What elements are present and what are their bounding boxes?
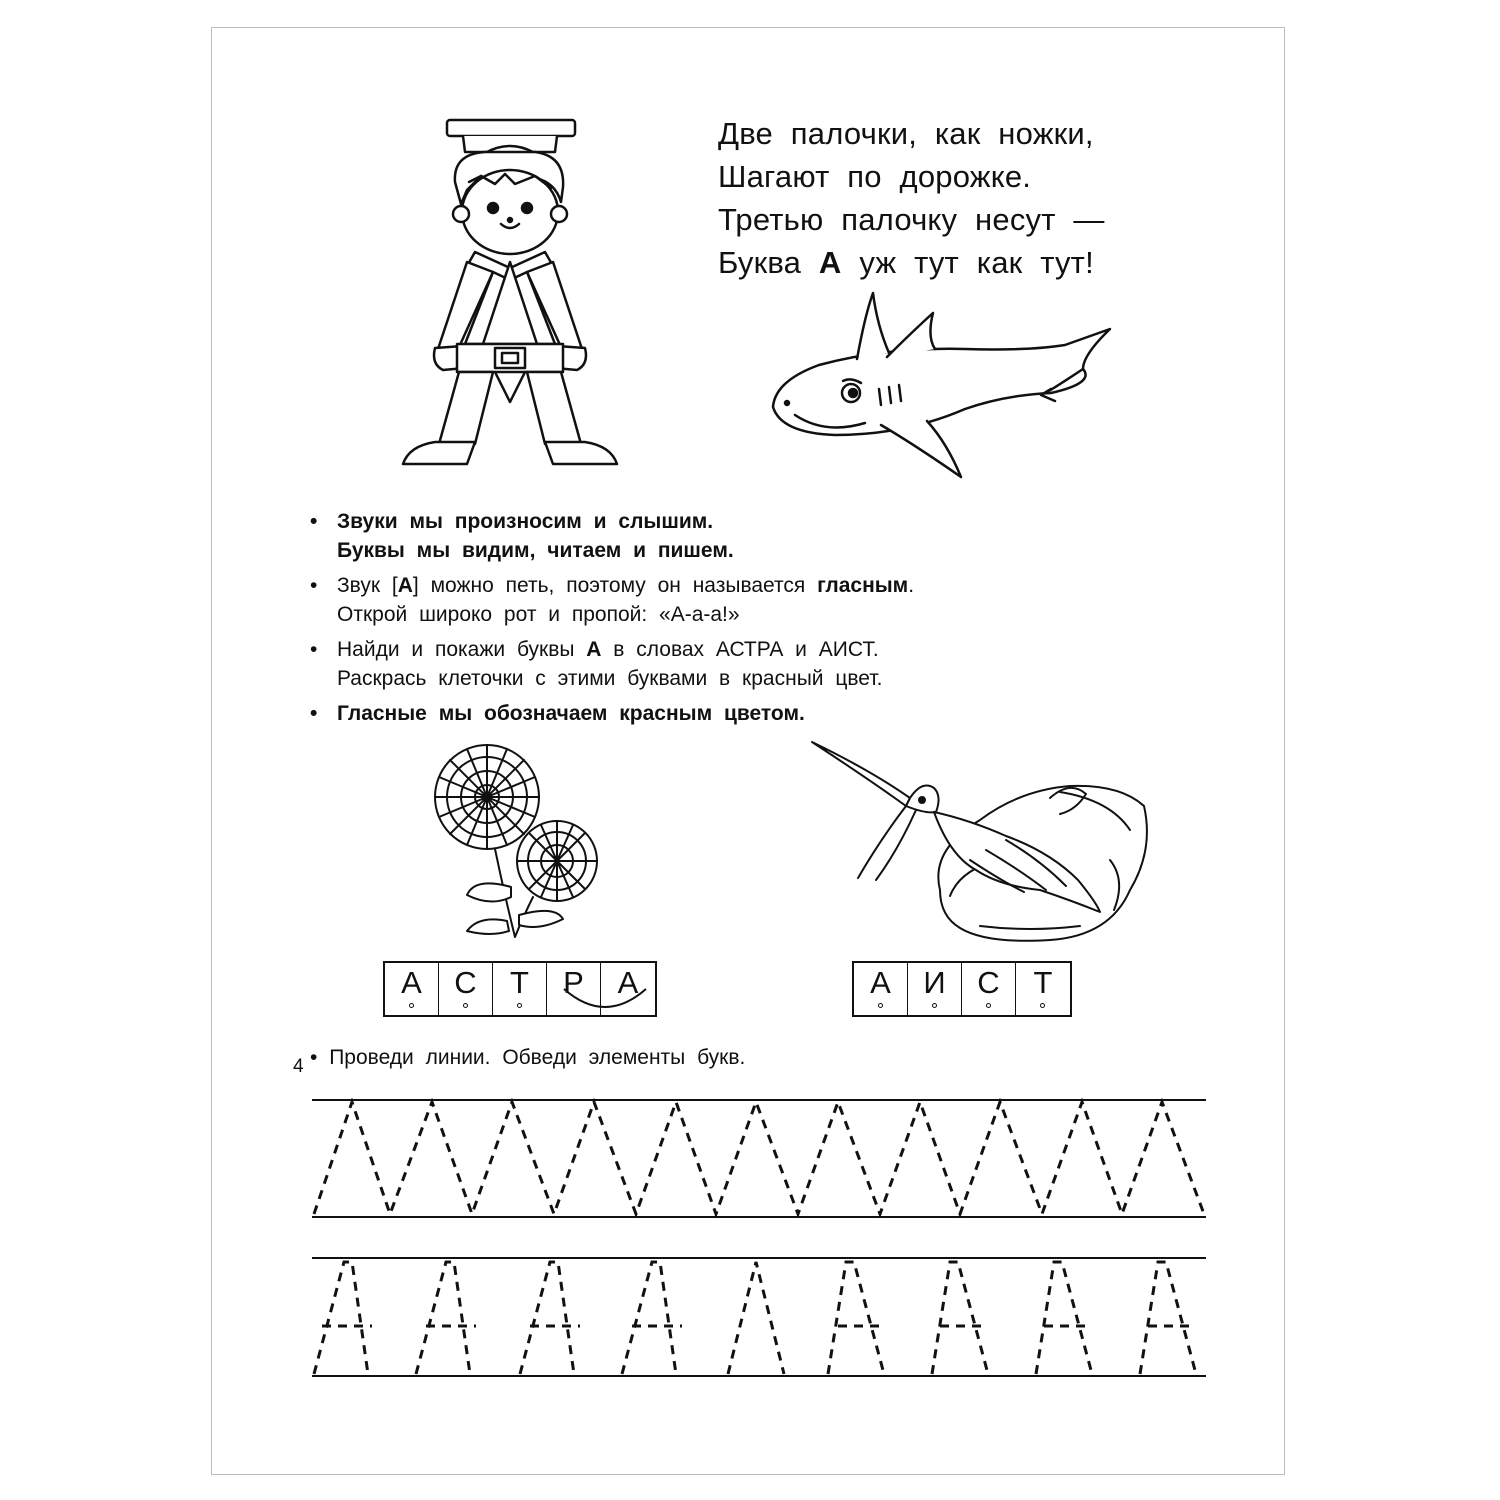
vowel-mark — [932, 1003, 937, 1008]
poem — [718, 112, 1105, 284]
poem-line-3: Третью палочку несут — — [718, 202, 1105, 237]
letter-cell[interactable]: Р — [547, 963, 601, 1015]
letter-cell[interactable]: С — [439, 963, 493, 1015]
rules-list — [310, 507, 914, 734]
letter-cell[interactable]: И — [908, 963, 962, 1015]
letter-cell[interactable]: А — [385, 963, 439, 1015]
letter-cell[interactable]: С — [962, 963, 1016, 1015]
poem-line-2: Шагают по дорожке. — [718, 159, 1032, 194]
page-number: 4 — [293, 1056, 304, 1077]
vowel-mark — [463, 1003, 468, 1008]
shark-illustration — [765, 285, 1115, 485]
rule-find-letters: • Найди и покажи буквы А в словах АСТРА и АИСТ. Раскрась клеточки с этими буквами в красный цвет. — [310, 638, 883, 690]
aster-flower-illustration — [415, 737, 615, 942]
syllable-arc-icon — [560, 985, 650, 1015]
rule-vowels-red: • Гласные мы обозначаем красным цветом. — [310, 702, 805, 725]
letter-cell[interactable]: А — [617, 965, 639, 1000]
rule-vowel-sound: • Звук [А] можно петь, поэтому он называется гласным. Открой широко рот и пропой: «А-а-а!» — [310, 574, 915, 626]
vowel-mark — [517, 1003, 522, 1008]
poem-line-4: Буква А уж тут как тут! — [718, 245, 1094, 280]
vowel-mark — [986, 1003, 991, 1008]
tracing-worksheet[interactable] — [300, 1090, 1220, 1400]
letter-cell[interactable]: Т — [1016, 963, 1070, 1015]
letter-cell[interactable]: Т — [493, 963, 547, 1015]
letter-a-boy-illustration — [395, 112, 635, 472]
rule-sounds-letters: • Звуки мы произносим и слышим. Буквы мы видим, читаем и пишем. — [310, 510, 734, 562]
poem-letter-a: А — [818, 245, 842, 280]
letter-cell[interactable]: А — [854, 963, 908, 1015]
vowel-mark — [1040, 1003, 1045, 1008]
stork-illustration — [810, 740, 1150, 945]
word-boxes-aist — [852, 961, 1072, 1017]
tracing-instruction: • Проведи линии. Обведи элементы букв. — [310, 1046, 746, 1069]
vowel-mark — [878, 1003, 883, 1008]
vowel-mark — [409, 1003, 414, 1008]
poem-line-1: Две палочки, как ножки, — [718, 116, 1094, 151]
